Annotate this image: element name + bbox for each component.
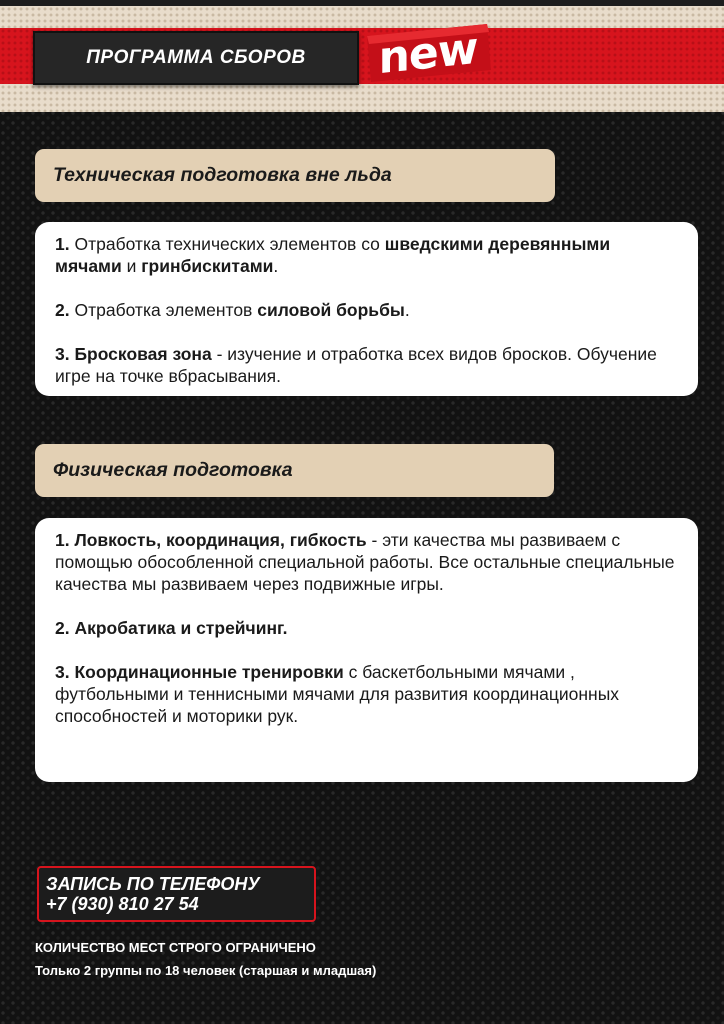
program-title-box xyxy=(33,31,359,85)
bold-text: 3. Координационные тренировки xyxy=(55,662,344,682)
bold-text: гринбискитами xyxy=(141,256,274,276)
body-text: Отработка технических элементов со xyxy=(69,234,385,254)
new-badge xyxy=(363,22,493,84)
section-title-technical: Техническая подготовка вне льда xyxy=(53,164,392,186)
body-text: . xyxy=(273,256,279,276)
section-title-box-physical xyxy=(35,444,554,497)
technical-training-card xyxy=(35,222,698,396)
bold-text: 3. Бросковая зона xyxy=(55,344,212,364)
bold-text: 1. Ловкость, координация, гибкость xyxy=(55,530,367,550)
physical-training-card xyxy=(35,518,698,782)
body-text: и xyxy=(121,256,142,276)
bold-text: 2. Акробатика и стрейчинг. xyxy=(55,618,288,638)
body-text: Отработка элементов xyxy=(69,300,258,320)
bold-text: шведскими деревянными мячами xyxy=(55,234,611,276)
bold-text: силовой борьбы xyxy=(257,300,405,320)
body-text: - эти качества мы развиваем с помощью обособленной специальной работы. Все остальные специальные качества мы развиваем через подвижные игры. xyxy=(55,530,675,594)
header-band xyxy=(0,0,724,112)
new-badge-label: new xyxy=(378,22,478,84)
list-item xyxy=(55,617,678,639)
bold-text: 2. xyxy=(55,300,70,320)
bold-text: 1. xyxy=(55,234,70,254)
list-item xyxy=(55,233,678,277)
list-item xyxy=(55,299,678,321)
phone-number[interactable]: +7 (930) 810 27 54 xyxy=(46,894,199,914)
section-title-box-technical xyxy=(35,149,555,202)
limited-places-note: КОЛИЧЕСТВО МЕСТ СТРОГО ОГРАНИЧЕНО xyxy=(35,940,316,955)
groups-note: Только 2 группы по 18 человек (старшая и младшая) xyxy=(35,963,377,978)
section-title-physical: Физическая подготовка xyxy=(53,459,293,481)
program-title: ПРОГРАММА СБОРОВ xyxy=(86,47,306,68)
signup-label: ЗАПИСЬ ПО ТЕЛЕФОНУ xyxy=(46,874,260,894)
list-item xyxy=(55,343,678,387)
list-item xyxy=(55,661,678,727)
phone-signup-box[interactable] xyxy=(37,866,316,922)
header-top-edge xyxy=(0,0,724,6)
body-text: . xyxy=(404,300,410,320)
body-text: - изучение и отработка всех видов бросков. Обучение игре на точке вбрасывания. xyxy=(55,344,657,386)
body-text: с баскетбольными мячами , футбольными и теннисными мячами для развития координационных способностей и моторики рук. xyxy=(55,662,620,726)
list-item xyxy=(55,529,678,595)
